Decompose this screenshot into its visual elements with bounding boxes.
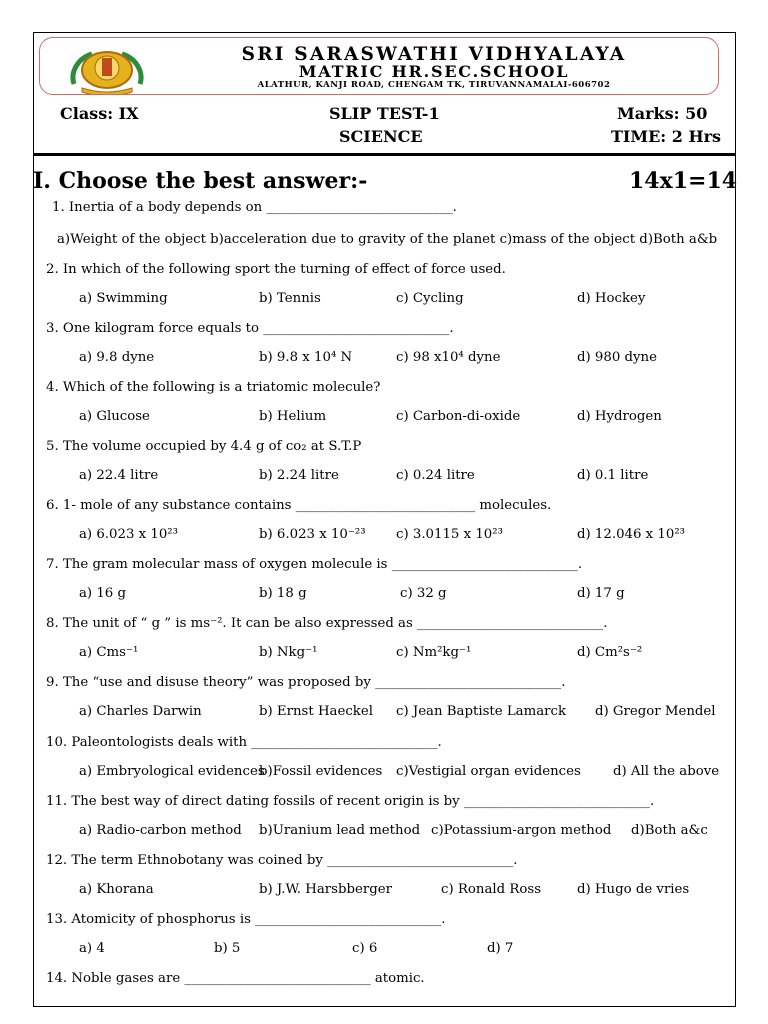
option-12-a: a) Khorana	[79, 882, 154, 897]
option-2-a: a) Swimming	[79, 291, 168, 306]
option-2-c: c) Cycling	[396, 291, 464, 306]
option-10-a: a) Embryological evidences	[79, 764, 265, 779]
option-5-c: c) 0.24 litre	[396, 468, 475, 483]
option-3-a: a) 9.8 dyne	[79, 350, 155, 365]
question-12: 12. The term Ethnobotany was coined by ____________________________.	[46, 853, 518, 868]
question-13: 13. Atomicity of phosphorus is ____________________________.	[46, 912, 446, 927]
option-7-a: a) 16 g	[79, 586, 127, 601]
option-5-b: b) 2.24 litre	[259, 468, 339, 483]
subject-label: SCIENCE	[339, 127, 423, 146]
option-11-d: d)Both a&c	[631, 823, 708, 838]
option-7-b: b) 18 g	[259, 586, 307, 601]
option-5-a: a) 22.4 litre	[79, 468, 159, 483]
option-8-c: c) Nm²kg⁻¹	[396, 645, 472, 660]
section-title: I. Choose the best answer:-	[33, 168, 368, 194]
option-7-c: c) 32 g	[400, 586, 447, 601]
option-4-b: b) Helium	[259, 409, 327, 424]
option-8-a: a) Cms⁻¹	[79, 645, 139, 660]
option-6-a: a) 6.023 x 10²³	[79, 527, 178, 542]
question-14: 14. Noble gases are ____________________________ atomic.	[46, 971, 425, 986]
class-label: Class: IX	[60, 104, 139, 123]
option-11-c: c)Potassium-argon method	[431, 823, 612, 838]
question-2: 2. In which of the following sport the turning of effect of force used.	[46, 262, 506, 277]
option-2-d: d) Hockey	[577, 291, 646, 306]
question-9: 9. The “use and disuse theory” was proposed by ____________________________.	[46, 675, 566, 690]
question-4: 4. Which of the following is a triatomic molecule?	[46, 380, 381, 395]
option-10-b: b)Fossil evidences	[259, 764, 383, 779]
option-10-c: c)Vestigial organ evidences	[396, 764, 581, 779]
time-label: TIME: 2 Hrs	[611, 127, 722, 146]
option-6-b: b) 6.023 x 10⁻²³	[259, 527, 366, 542]
option-7-d: d) 17 g	[577, 586, 625, 601]
option-12-d: d) Hugo de vries	[577, 882, 690, 897]
question-11: 11. The best way of direct dating fossils of recent origin is by ____________________________.	[46, 794, 655, 809]
school-address: ALATHUR, KANJI ROAD, CHENGAM TK, TIRUVANNAMALAI-606702	[257, 80, 611, 90]
option-13-c: c) 6	[352, 941, 378, 956]
option-4-a: a) Glucose	[79, 409, 150, 424]
option-3-c: c) 98 x10⁴ dyne	[396, 350, 501, 365]
question-3: 3. One kilogram force equals to ____________________________.	[46, 321, 454, 336]
option-10-d: d) All the above	[613, 764, 720, 779]
question-10: 10. Paleontologists deals with ____________________________.	[46, 735, 442, 750]
question-8: 8. The unit of “ g ” is ms⁻². It can be also expressed as ____________________________.	[46, 616, 608, 631]
option-12-b: b) J.W. Harsbberger	[259, 882, 392, 897]
option-6-d: d) 12.046 x 10²³	[577, 527, 685, 542]
section-marks: 14x1=14	[629, 168, 738, 194]
option-4-c: c) Carbon-di-oxide	[396, 409, 521, 424]
question-6: 6. 1- mole of any substance contains ___________________________ molecules.	[46, 498, 552, 513]
option-8-b: b) Nkg⁻¹	[259, 645, 318, 660]
school-emblem-icon	[68, 44, 146, 94]
school-name: SRI SARASWATHI VIDHYALAYA	[241, 44, 627, 65]
option-13-d: d) 7	[487, 941, 514, 956]
option-5-d: d) 0.1 litre	[577, 468, 649, 483]
option-9-a: a) Charles Darwin	[79, 704, 202, 719]
option-6-c: c) 3.0115 x 10²³	[396, 527, 503, 542]
marks-label: Marks: 50	[617, 104, 708, 123]
test-title: SLIP TEST-1	[329, 104, 440, 123]
option-9-d: d) Gregor Mendel	[595, 704, 716, 719]
question-7: 7. The gram molecular mass of oxygen molecule is ____________________________.	[46, 557, 583, 572]
question-5: 5. The volume occupied by 4.4 g of co₂ at S.T.P	[46, 439, 362, 454]
option-13-b: b) 5	[214, 941, 241, 956]
option-13-a: a) 4	[79, 941, 105, 956]
option-8-d: d) Cm²s⁻²	[577, 645, 643, 660]
option-3-d: d) 980 dyne	[577, 350, 657, 365]
option-2-b: b) Tennis	[259, 291, 321, 306]
option-4-d: d) Hydrogen	[577, 409, 662, 424]
option-1-a: a)Weight of the object b)acceleration due to gravity of the planet c)mass of the object d)Both a&b	[57, 232, 718, 247]
option-12-c: c) Ronald Ross	[441, 882, 542, 897]
school-type: MATRIC HR.SEC.SCHOOL	[298, 62, 570, 81]
option-11-a: a) Radio-carbon method	[79, 823, 242, 838]
option-9-c: c) Jean Baptiste Lamarck	[396, 704, 567, 719]
question-1: 1. Inertia of a body depends on ____________________________.	[52, 200, 457, 215]
divider	[33, 153, 736, 156]
option-9-b: b) Ernst Haeckel	[259, 704, 373, 719]
option-3-b: b) 9.8 x 10⁴ N	[259, 350, 353, 365]
option-11-b: b)Uranium lead method	[259, 823, 421, 838]
